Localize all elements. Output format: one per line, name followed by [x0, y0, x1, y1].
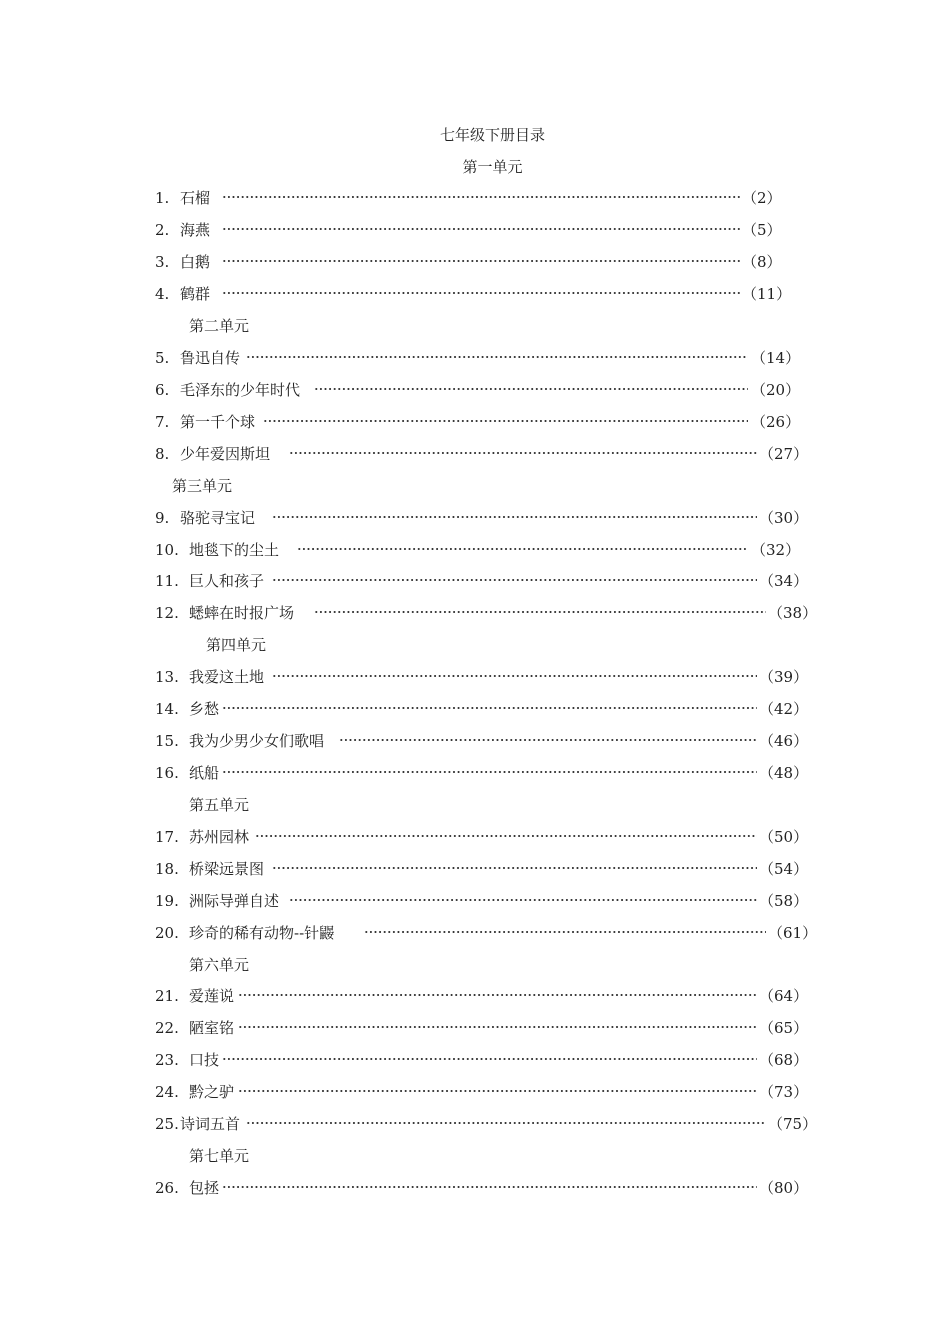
leader-dots — [314, 387, 748, 391]
entry-title: 地毯下的尘土 — [189, 541, 280, 559]
toc-entry-6 — [0, 379, 950, 401]
entry-number: 14. — [155, 700, 179, 718]
entry-page: （38） — [768, 604, 818, 622]
toc-entry-2 — [0, 219, 950, 241]
entry-page: （34） — [759, 572, 809, 590]
leader-dots — [246, 355, 748, 359]
entry-number: 13. — [155, 668, 179, 686]
entry-page: （50） — [759, 828, 809, 846]
entry-title: 我为少男少女们歌唱 — [189, 732, 325, 750]
entry-page: （65） — [759, 1019, 809, 1037]
toc-entry-24 — [0, 1081, 950, 1103]
entry-title: 石榴 — [180, 189, 211, 207]
entry-number: 11. — [155, 572, 179, 590]
leader-dots — [222, 706, 757, 710]
toc-entry-23 — [0, 1049, 950, 1071]
entry-number: 6. — [155, 381, 170, 399]
unit-heading-1: 第一单元 — [462, 158, 523, 176]
entry-title: 白鹅 — [180, 253, 211, 271]
leader-dots — [263, 419, 748, 423]
toc-entry-11 — [0, 570, 950, 592]
toc-entry-10 — [0, 539, 950, 561]
entry-page: （48） — [759, 764, 809, 782]
leader-dots — [222, 1057, 757, 1061]
entry-page: （39） — [759, 668, 809, 686]
entry-page: （11） — [742, 285, 792, 303]
leader-dots — [222, 259, 740, 263]
toc-entry-4 — [0, 283, 950, 305]
entry-number: 19. — [155, 892, 179, 910]
leader-dots — [289, 451, 757, 455]
unit-heading-2: 第二单元 — [189, 317, 250, 335]
entry-title: 鲁迅自传 — [180, 349, 241, 367]
entry-title: 珍奇的稀有动物--针鼹 — [189, 924, 335, 942]
unit-heading-7: 第七单元 — [189, 1147, 250, 1165]
entry-page: （14） — [751, 349, 801, 367]
entry-number: 24. — [155, 1083, 179, 1101]
entry-page: （32） — [751, 541, 801, 559]
leader-dots — [272, 866, 757, 870]
entry-title: 骆驼寻宝记 — [180, 509, 256, 527]
leader-dots — [222, 770, 757, 774]
leader-dots — [246, 1121, 766, 1125]
unit-heading-6: 第六单元 — [189, 956, 250, 974]
entry-title: 少年爱因斯坦 — [180, 445, 271, 463]
toc-entry-8 — [0, 443, 950, 465]
entry-page: （75） — [768, 1115, 818, 1133]
toc-entry-5 — [0, 347, 950, 369]
entry-title: 毛泽东的少年时代 — [180, 381, 301, 399]
leader-dots — [222, 291, 740, 295]
entry-page: （2） — [742, 189, 782, 207]
entry-number: 25. — [155, 1115, 179, 1133]
toc-entry-12 — [0, 602, 950, 624]
entry-number: 15. — [155, 732, 179, 750]
toc-entry-18 — [0, 858, 950, 880]
toc-entry-22 — [0, 1017, 950, 1039]
entry-page: （58） — [759, 892, 809, 910]
entry-number: 23. — [155, 1051, 179, 1069]
leader-dots — [222, 1185, 757, 1189]
leader-dots — [289, 898, 757, 902]
entry-page: （20） — [751, 381, 801, 399]
entry-title: 包拯 — [189, 1179, 220, 1197]
unit-heading-3: 第三单元 — [172, 477, 233, 495]
leader-dots — [272, 674, 757, 678]
toc-entry-26 — [0, 1177, 950, 1199]
toc-entry-16 — [0, 762, 950, 784]
toc-entry-15 — [0, 730, 950, 752]
entry-page: （46） — [759, 732, 809, 750]
entry-title: 海燕 — [180, 221, 211, 239]
toc-entry-21 — [0, 985, 950, 1007]
entry-number: 8. — [155, 445, 170, 463]
entry-title: 诗词五首 — [180, 1115, 241, 1133]
entry-number: 26. — [155, 1179, 179, 1197]
entry-page: （30） — [759, 509, 809, 527]
entry-page: （27） — [759, 445, 809, 463]
entry-number: 12. — [155, 604, 179, 622]
entry-title: 鹤群 — [180, 285, 211, 303]
leader-dots — [238, 1089, 757, 1093]
entry-page: （64） — [759, 987, 809, 1005]
entry-number: 1. — [155, 189, 170, 207]
entry-number: 7. — [155, 413, 170, 431]
toc-entry-20 — [0, 922, 950, 944]
entry-number: 9. — [155, 509, 170, 527]
toc-entry-14 — [0, 698, 950, 720]
entry-title: 陋室铭 — [189, 1019, 235, 1037]
entry-number: 16. — [155, 764, 179, 782]
unit-heading-5: 第五单元 — [189, 796, 250, 814]
toc-entry-25 — [0, 1113, 950, 1135]
toc-entry-7 — [0, 411, 950, 433]
leader-dots — [272, 515, 757, 519]
entry-page: （68） — [759, 1051, 809, 1069]
entry-page: （5） — [742, 221, 782, 239]
leader-dots — [238, 1025, 757, 1029]
entry-number: 22. — [155, 1019, 179, 1037]
entry-title: 黔之驴 — [189, 1083, 235, 1101]
leader-dots — [255, 834, 757, 838]
doc-title: 七年级下册目录 — [439, 126, 545, 144]
entry-title: 巨人和孩子 — [189, 572, 265, 590]
entry-title: 乡愁 — [189, 700, 220, 718]
leader-dots — [238, 993, 757, 997]
entry-number: 10. — [155, 541, 179, 559]
entry-page: （8） — [742, 253, 782, 271]
toc-entry-3 — [0, 251, 950, 273]
leader-dots — [314, 610, 766, 614]
entry-number: 21. — [155, 987, 179, 1005]
entry-number: 2. — [155, 221, 170, 239]
entry-title: 口技 — [189, 1051, 220, 1069]
leader-dots — [272, 578, 757, 582]
entry-title: 我爱这土地 — [189, 668, 265, 686]
entry-title: 蟋蟀在时报广场 — [189, 604, 295, 622]
entry-page: （26） — [751, 413, 801, 431]
toc-entry-13 — [0, 666, 950, 688]
entry-title: 第一千个球 — [180, 413, 256, 431]
leader-dots — [364, 930, 766, 934]
entry-number: 20. — [155, 924, 179, 942]
entry-title: 纸船 — [189, 764, 220, 782]
leader-dots — [222, 195, 740, 199]
entry-number: 5. — [155, 349, 170, 367]
entry-page: （73） — [759, 1083, 809, 1101]
entry-title: 洲际导弹自述 — [189, 892, 280, 910]
entry-title: 苏州园林 — [189, 828, 250, 846]
entry-page: （61） — [768, 924, 818, 942]
leader-dots — [339, 738, 757, 742]
entry-number: 17. — [155, 828, 179, 846]
toc-entry-19 — [0, 890, 950, 912]
entry-page: （54） — [759, 860, 809, 878]
entry-page: （80） — [759, 1179, 809, 1197]
entry-page: （42） — [759, 700, 809, 718]
leader-dots — [222, 227, 740, 231]
toc-entry-9 — [0, 507, 950, 529]
toc-entry-1 — [0, 187, 950, 209]
entry-title: 桥梁远景图 — [189, 860, 265, 878]
entry-number: 18. — [155, 860, 179, 878]
toc-entry-17 — [0, 826, 950, 848]
leader-dots — [297, 547, 748, 551]
entry-number: 3. — [155, 253, 170, 271]
entry-title: 爱莲说 — [189, 987, 235, 1005]
unit-heading-4: 第四单元 — [206, 636, 267, 654]
entry-number: 4. — [155, 285, 170, 303]
